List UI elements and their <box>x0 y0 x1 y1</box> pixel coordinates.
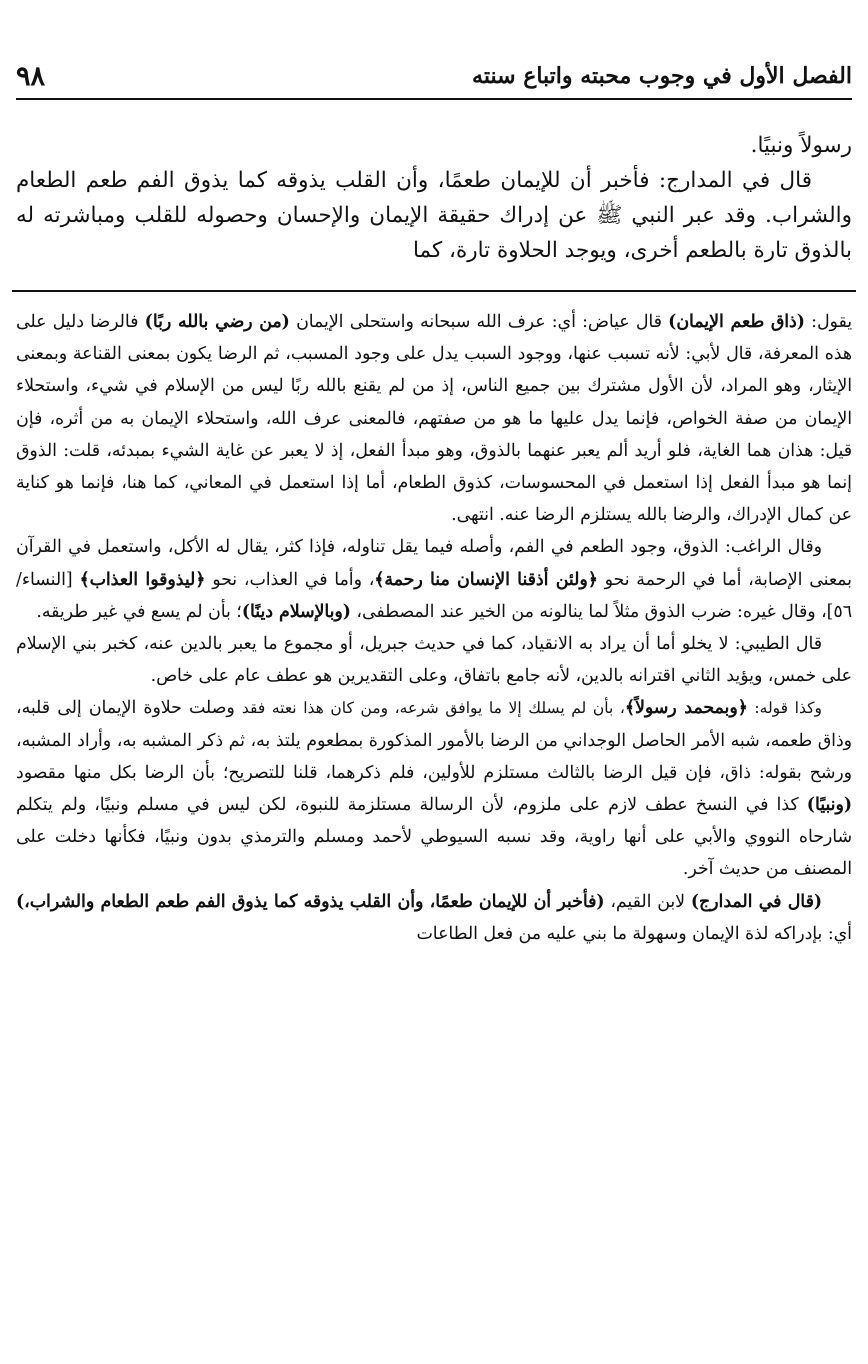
main-text <box>16 128 852 268</box>
bold-quote: ﴿ليذوقوا العذاب﴾ <box>79 569 206 590</box>
bold-quote: ﴿وبمحمد رسولاً﴾ <box>624 698 748 719</box>
text-run: قال عياض: أي: عرف الله سبحانه واستحلى الإيمان <box>289 312 669 332</box>
text-run: أي: بإدراكه لذة الإيمان وسهولة ما بني عليه من فعل الطاعات <box>416 923 852 944</box>
bold-quote: (ذاق طعم الإيمان) <box>668 312 805 332</box>
bold-quote: ﴿ولئن أذقنا الإنسان منا رحمة﴾ <box>374 569 598 590</box>
text-run: وقال الراغب: الذوق، وجود الطعم في الفم، وأصله فيما يقل تناوله، فإذا كثر، يقال له الأكل، واستعمل في القرآن بمعنى الإصابة، أما في الرحمة نحو <box>16 537 852 590</box>
commentary-paragraph <box>16 531 852 628</box>
commentary-paragraph: قال الطيبي: لا يخلو أما أن يراد به الانقياد، كما في حديث جبريل، أو مجموع ما يعبر بالدين عنه، كخبر بني الإسلام على خمس، ويؤيد الثاني اقترانه بالدين، لأنه جامع باتفاق، وعلى التقديرين هو عطف عام على خاص. <box>16 634 852 687</box>
text-run: ؛ بأن لم يسع في غير طريقه. <box>36 601 242 622</box>
separator-rule <box>12 290 856 292</box>
text-run: ، وأما في العذاب، نحو <box>205 569 375 590</box>
commentary-paragraph <box>16 306 852 531</box>
text-run: لابن القيم، <box>604 891 691 912</box>
text-run: فالرضا دليل على هذه المعرفة، قال لأبي: لأنه تسبب عنها، ووجود السبب يدل على وجود المسبب، ثم الرضا يكون بمعنى القناعة وبمعنى الإيثار، وهو المراد، لأن الأول مشترك بين جميع الناس، إذ من لم يقنع بالله ربًا ليس من الإسلام في شيء، واستحلاء الإيمان من صفة الخواص، فإنما يدل عليها ما هو من صفتهم، فالمعنى عرف الله، واستحلاء الإيمان به من أثره، فإن قيل: هذان هما الغاية، فلو أريد ألم يعبر عنهما بالذوق، وهو مبدأ الفعل، إذ لا يعبر عن غاية الشيء بمبدئه، قلت: الذوق إنما هو مبدأ الفعل إذا استعمل في المحسوسات، كذوق الطعام، أما إذا استعمل في المعاني، كما هنا، فإنما هو كناية عن كمال الإدراك، والرضا بالله يستلزم الرضا عنه. انتهى. <box>16 312 852 526</box>
commentary-paragraph <box>16 692 852 885</box>
text-run: وكذا قوله: <box>747 699 822 718</box>
text-run: وصلت حلاوة الإيمان إلى قلبه، وذاق طعمه، شبه الأمر الحاصل الوجداني من الرضا بالأمور المذكورة بمطعوم يلتذ به، ثم ذكر المشبه به، وأراد المشبه، ورشح بقوله: ذاق، فإن قيل الرضا بالثالث مستلزم للأولين، فلم ذكرهما، قلنا للتصريح؛ بأن الرضا بكل منها مقصود <box>16 698 852 783</box>
bold-quote: (قال في المدارج) <box>690 891 823 912</box>
running-title: الفصل الأول في وجوب محبته واتباع سنته <box>472 63 852 89</box>
main-paragraph: رسولاً ونبيًا. <box>750 133 852 158</box>
text-run: يقول: <box>804 312 853 332</box>
main-paragraph: قال في المدارج: فأخبر أن للإيمان طعمًا، وأن القلب يذوقه كما يذوق الفم طعم الطعام والشراب. وقد عبر النبي ﷺ عن إدراك حقيقة الإيمان والإحسان وحصوله للقلب ومباشرته له بالذوق تارة بالطعم أخرى، ويوجد الحلاوة تارة، كما <box>16 168 852 263</box>
text-run: [النساء/ ٥٦]، وقال غيره: ضرب الذوق مثلاً لما ينالونه من الخير عند المصطفى، <box>16 569 852 622</box>
bold-quote: (فأخبر أن للإيمان طعمًا، وأن القلب يذوقه كما يذوق الفم طعم الطعام والشراب،) <box>16 891 605 912</box>
bold-quote: (من رضي بالله ربًا) <box>144 312 290 332</box>
bold-quote: (ونبيًا) <box>806 795 852 816</box>
bold-quote: (وبالإسلام دينًا) <box>241 601 351 622</box>
text-run: كذا في النسخ عطف لازم على ملزوم، لأن الرسالة مستلزمة للنبوة، لكن ليس في مسلم ونبيًا، ولم يتكلم شارحاه النووي والأبي على أنها راوية، وقد نسبه السيوطي لأحمد ومسلم والترمذي بدون ونبيًا، فكأنها دخلت على المصنف من حديث آخر. <box>16 795 852 880</box>
text-run: ، بأن لم يسلك إلا ما يوافق شرعه، ومن كان هذا نعته فقد <box>241 699 625 718</box>
page-header <box>16 58 852 100</box>
page-number: ٩٨ <box>16 60 46 92</box>
commentary-paragraph <box>16 886 852 950</box>
commentary-text <box>16 306 852 950</box>
